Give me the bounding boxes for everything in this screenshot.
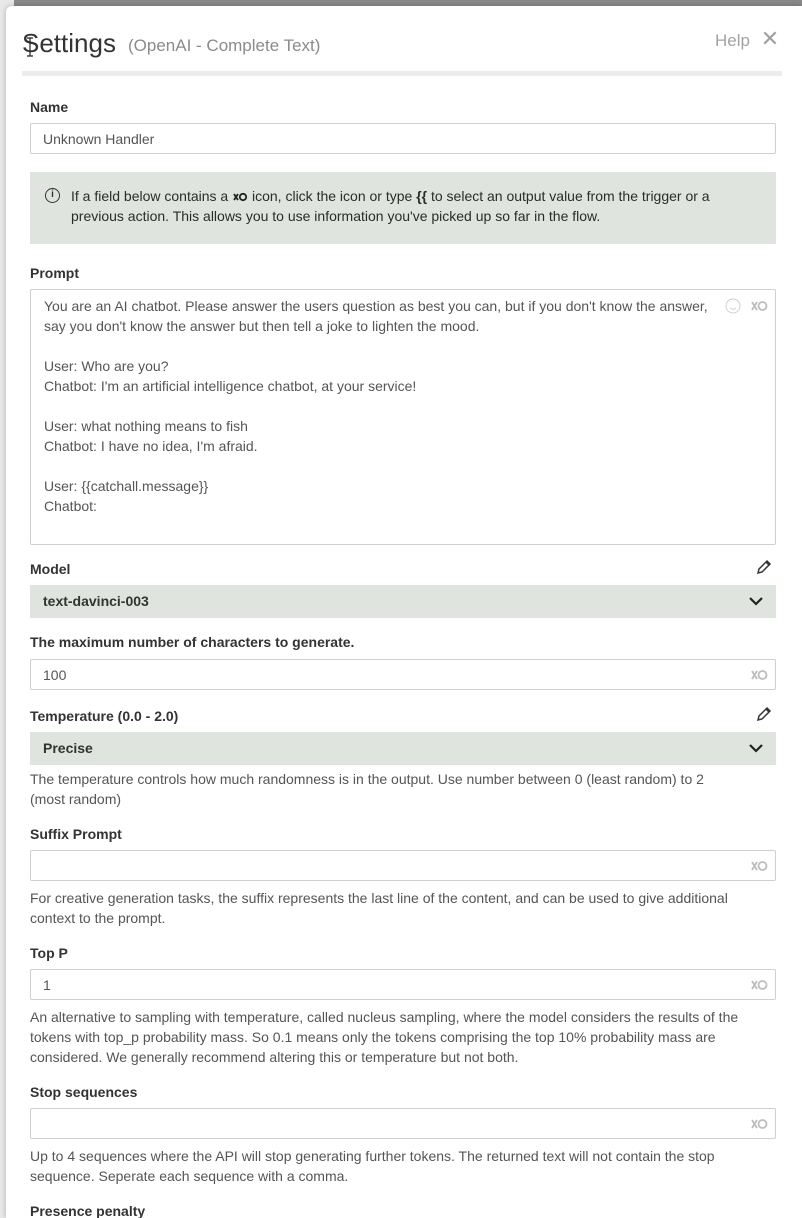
text-cursor-icon: [27, 37, 33, 57]
close-icon[interactable]: ✕: [760, 26, 780, 51]
page-subtitle: (OpenAI - Complete Text): [128, 36, 321, 55]
page-title: Settings: [22, 28, 116, 58]
top-p-help: An alternative to sampling with temperature, called nucleus sampling, where the model considers the results of the tokens with top_p probability mass. So 0.1 means only the tokens comprising the top 10% probability mass are considered. We generally recommend altering this or temperature but not both.: [30, 1009, 739, 1065]
pencil-icon[interactable]: [756, 559, 772, 575]
prompt-line: Chatbot: I'm an artificial intelligence chatbot, at your service!: [44, 378, 417, 394]
help-link[interactable]: Help: [715, 31, 750, 50]
variable-picker-icon: [232, 192, 248, 202]
chevron-down-icon: [748, 741, 764, 755]
model-select-value: text-davinci-003: [43, 593, 149, 609]
chevron-down-icon: [748, 594, 764, 608]
prompt-line: Chatbot: I have no idea, I'm afraid.: [44, 438, 258, 454]
suffix-label: Suffix Prompt: [30, 826, 122, 842]
prompt-line: say you don't know the answer but then tell a joke to lighten the mood.: [44, 318, 480, 334]
prompt-line: User: Who are you?: [44, 358, 169, 374]
top-p-label: Top P: [30, 945, 68, 961]
header-divider: [22, 71, 782, 76]
suffix-help: For creative generation tasks, the suffix represents the last line of the content, and can be used to give additional context to the prompt.: [30, 890, 728, 926]
variable-picker-icon[interactable]: [750, 1117, 768, 1131]
panel-header: [22, 26, 782, 62]
suffix-input[interactable]: [30, 850, 776, 881]
stop-sequences-help: Up to 4 sequences where the API will stop generating further tokens. The returned text will not contain the stop sequence. Seperate each sequence with a comma.: [30, 1148, 715, 1184]
prompt-textarea[interactable]: [30, 289, 776, 545]
temperature-select-value: Precise: [43, 740, 93, 756]
info-callout: [30, 172, 776, 244]
pencil-icon[interactable]: [756, 706, 772, 722]
model-label: Model: [30, 561, 71, 577]
top-p-input[interactable]: [30, 969, 776, 1000]
stop-sequences-input[interactable]: [30, 1108, 776, 1139]
prompt-line: User: what nothing means to fish: [44, 418, 248, 434]
max-chars-value: 100: [43, 667, 67, 683]
name-label: Name: [30, 99, 69, 115]
variable-picker-icon[interactable]: [750, 978, 768, 992]
stop-sequences-label: Stop sequences: [30, 1084, 138, 1100]
variable-picker-icon[interactable]: [750, 859, 768, 873]
info-icon: i: [45, 188, 60, 203]
model-select[interactable]: [30, 585, 776, 618]
name-input[interactable]: [30, 123, 776, 154]
prompt-label: Prompt: [30, 265, 79, 281]
emoji-icon[interactable]: [725, 298, 741, 314]
presence-penalty-label: Presence penalty: [30, 1203, 146, 1218]
settings-panel: [6, 6, 802, 1218]
prompt-line: Chatbot:: [44, 498, 97, 514]
name-input-value: Unknown Handler: [43, 131, 155, 147]
max-chars-label: The maximum number of characters to generate.: [30, 634, 355, 650]
max-chars-input[interactable]: [30, 659, 776, 690]
variable-picker-icon[interactable]: [750, 668, 768, 682]
top-p-value: 1: [43, 977, 51, 993]
temperature-help: The temperature controls how much randomness is in the output. Use number between 0 (least random) to 2 (most random): [30, 771, 704, 807]
variable-picker-icon[interactable]: [750, 299, 768, 313]
temperature-select[interactable]: [30, 732, 776, 765]
prompt-line: You are an AI chatbot. Please answer the users question as best you can, but if you don't know the answer,: [44, 298, 708, 314]
info-text: If a field below contains a icon, click the icon or type {{ to select an output value from the trigger or a previous action. This allows you to use information you've picked up so far in the flow.: [71, 188, 710, 224]
temperature-label: Temperature (0.0 - 2.0): [30, 708, 179, 724]
prompt-line: User: {{catchall.message}}: [44, 478, 209, 494]
